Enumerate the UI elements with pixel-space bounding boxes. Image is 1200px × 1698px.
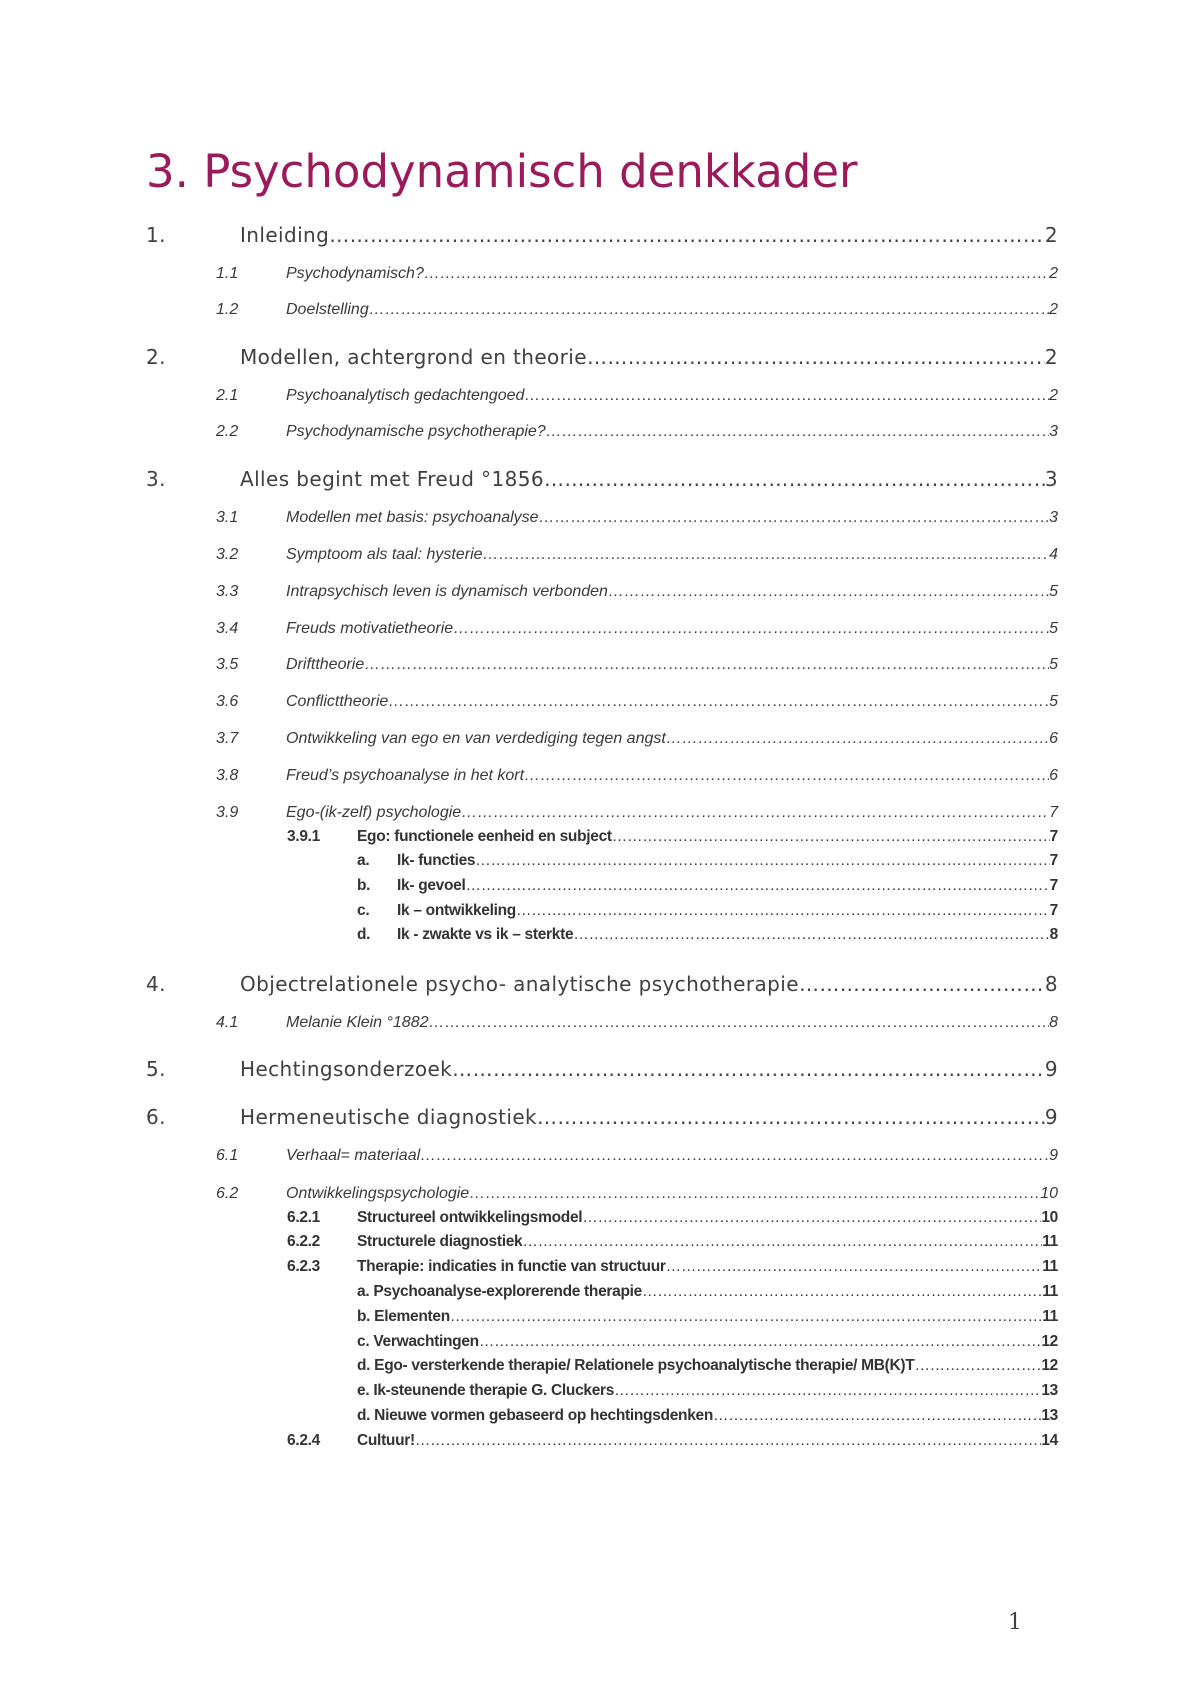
toc-text: Ontwikkelingspsychologie — [286, 1185, 470, 1202]
toc-entry-6-2[interactable] — [216, 1183, 1058, 1205]
dot-leader — [587, 344, 1045, 370]
toc-text: Symptoom als taal: hysterie — [286, 546, 483, 563]
toc-entry-3-8[interactable] — [216, 765, 1058, 787]
dot-leader — [516, 900, 1050, 922]
toc-page: 2 — [1049, 265, 1058, 282]
dot-leader — [537, 1104, 1045, 1130]
toc-text: Modellen, achtergrond en theorie — [240, 345, 587, 369]
toc-page: 7 — [1049, 902, 1058, 919]
toc-page: 13 — [1041, 1382, 1058, 1399]
dot-leader — [469, 1183, 1040, 1205]
toc-text: Conflicttheorie — [286, 693, 389, 710]
dot-leader — [450, 1306, 1042, 1328]
toc-entry-6-2-3-e[interactable] — [357, 1380, 1058, 1402]
toc-entry-3-4[interactable] — [216, 618, 1058, 640]
toc-text: Ik- gevoel — [397, 877, 466, 894]
toc-entry-6-2-3-d[interactable] — [357, 1355, 1058, 1377]
toc-page: 7 — [1049, 877, 1058, 894]
toc-number: 2. — [146, 345, 166, 369]
dot-leader — [582, 1207, 1041, 1229]
dot-leader — [539, 507, 1050, 529]
toc-entry-3-9-1-a[interactable] — [357, 850, 1058, 872]
toc-text: Verhaal= materiaal — [286, 1147, 421, 1164]
toc-text: Modellen met basis: psychoanalyse — [286, 509, 539, 526]
toc-text: Hechtingsonderzoek — [240, 1057, 453, 1081]
toc-text: Structureel ontwikkelingsmodel — [357, 1209, 583, 1226]
toc-text: Freuds motivatietheorie — [286, 620, 454, 637]
dot-leader — [475, 850, 1049, 872]
toc-page: 2 — [1044, 223, 1058, 247]
toc-page: 11 — [1042, 1283, 1058, 1300]
dot-leader — [642, 1281, 1042, 1303]
toc-text: Inleiding — [240, 223, 330, 247]
toc-page: 3 — [1044, 467, 1058, 491]
toc-number: 3.1 — [216, 509, 239, 526]
dot-leader — [524, 385, 1049, 407]
toc-number: 6.2.4 — [287, 1432, 320, 1449]
page-title: 3. Psychodynamisch denkkader — [146, 145, 858, 198]
dot-leader — [415, 1430, 1041, 1452]
toc-text: Freud’s psychoanalyse in het kort — [286, 767, 525, 784]
toc-entry-1-1[interactable] — [216, 263, 1058, 285]
toc-number: 3.7 — [216, 730, 239, 747]
toc-page: 2 — [1044, 345, 1058, 369]
toc-number: 3.2 — [216, 546, 239, 563]
dot-leader — [466, 875, 1050, 897]
toc-text: Hermeneutische diagnostiek — [240, 1105, 538, 1129]
toc-page: 12 — [1041, 1333, 1058, 1350]
toc-entry-6-2-3-d2[interactable] — [357, 1405, 1058, 1427]
toc-text: Ik – ontwikkeling — [397, 902, 516, 919]
toc-text: Ontwikkeling van ego en van verdediging tegen angst — [286, 730, 666, 747]
toc-page: 2 — [1049, 301, 1058, 318]
toc-number: 6.2.1 — [287, 1209, 320, 1226]
dot-leader — [544, 466, 1045, 492]
toc-number: c. — [357, 902, 370, 919]
toc-number: 3.6 — [216, 693, 239, 710]
toc-text: Ego-(ik-zelf) psychologie — [286, 804, 462, 821]
toc-entry-6-2-2[interactable] — [287, 1231, 1058, 1253]
toc-entry-2-2[interactable] — [216, 421, 1058, 443]
toc-page: 8 — [1044, 972, 1058, 996]
dot-leader — [453, 618, 1049, 640]
toc-entry-3-3[interactable] — [216, 581, 1058, 603]
toc-number: 3.5 — [216, 656, 239, 673]
toc-entry-3-5[interactable] — [216, 654, 1058, 676]
toc-page: 7 — [1049, 828, 1058, 845]
toc-page: 9 — [1049, 1147, 1058, 1164]
dot-leader — [424, 263, 1049, 285]
toc-text: Psychoanalytisch gedachtengoed — [286, 387, 525, 404]
toc-entry-3[interactable] — [146, 466, 1058, 492]
toc-number: 1.1 — [216, 265, 239, 282]
dot-leader — [713, 1405, 1041, 1427]
toc-number: 2.1 — [216, 387, 239, 404]
toc-number: 6.1 — [216, 1147, 239, 1164]
toc-page: 4 — [1049, 546, 1058, 563]
toc-entry-2-1[interactable] — [216, 385, 1058, 407]
toc-number: 3.9.1 — [287, 828, 320, 845]
toc-page: 5 — [1049, 620, 1058, 637]
dot-leader — [429, 1012, 1050, 1034]
dot-leader — [914, 1355, 1041, 1377]
toc-entry-3-9[interactable] — [216, 802, 1058, 824]
toc-number: d. — [357, 926, 371, 943]
toc-text: Ego: functionele eenheid en subject — [357, 828, 612, 845]
toc-number: a. — [357, 852, 370, 869]
dot-leader — [483, 544, 1050, 566]
toc-number: 5. — [146, 1057, 166, 1081]
dot-leader — [461, 802, 1049, 824]
toc-text: Psychodynamisch? — [286, 265, 424, 282]
dot-leader — [614, 1380, 1041, 1402]
dot-leader — [364, 654, 1049, 676]
toc-text: Ik - zwakte vs ik – sterkte — [397, 926, 574, 943]
toc-page: 2 — [1049, 387, 1058, 404]
toc-number: 1. — [146, 223, 166, 247]
toc-page: 8 — [1049, 1014, 1058, 1031]
toc-text: c. Verwachtingen — [357, 1333, 479, 1350]
toc-number: 3.4 — [216, 620, 239, 637]
dot-leader — [329, 222, 1045, 248]
toc-page: 8 — [1049, 926, 1058, 943]
toc-entry-6-2-1[interactable] — [287, 1207, 1058, 1229]
toc-page: 10 — [1041, 1209, 1058, 1226]
toc-text: Cultuur! — [357, 1432, 415, 1449]
toc-text: Ik- functies — [397, 852, 476, 869]
dot-leader — [524, 765, 1049, 787]
toc-entry-6-2-3-b[interactable] — [357, 1306, 1058, 1328]
toc-text: d. Ego- versterkende therapie/ Relationele psychoanalytische therapie/ MB(K)T — [357, 1357, 915, 1374]
toc-number: 3.9 — [216, 804, 239, 821]
toc-text: Structurele diagnostiek — [357, 1233, 523, 1250]
toc-text: e. Ik-steunende therapie G. Cluckers — [357, 1382, 615, 1399]
toc-number: 1.2 — [216, 301, 239, 318]
toc-page: 5 — [1049, 583, 1058, 600]
toc-text: Therapie: indicaties in functie van structuur — [357, 1258, 666, 1275]
toc-entry-1-2[interactable] — [216, 299, 1058, 321]
toc-entry-3-1[interactable] — [216, 507, 1058, 529]
toc-page: 14 — [1041, 1432, 1058, 1449]
dot-leader — [612, 826, 1050, 848]
toc-entry-2[interactable] — [146, 344, 1058, 370]
toc-entry-4-1[interactable] — [216, 1012, 1058, 1034]
toc-entry-1[interactable] — [146, 222, 1058, 248]
toc-number: 6.2.3 — [287, 1258, 320, 1275]
toc-number: 3. — [146, 467, 166, 491]
dot-leader — [799, 971, 1045, 997]
toc-entry-5[interactable] — [146, 1056, 1058, 1082]
toc-text: Drifttheorie — [286, 656, 365, 673]
toc-page: 5 — [1049, 656, 1058, 673]
toc-entry-3-7[interactable] — [216, 728, 1058, 750]
toc-page: 13 — [1041, 1407, 1058, 1424]
toc-page: 11 — [1042, 1233, 1058, 1250]
dot-leader — [666, 1256, 1043, 1278]
toc-text: Psychodynamische psychotherapie? — [286, 423, 546, 440]
toc-entry-3-9-1[interactable] — [287, 826, 1058, 848]
toc-entry-6-1[interactable] — [216, 1145, 1058, 1167]
toc-page: 9 — [1044, 1057, 1058, 1081]
toc-text: Melanie Klein °1882 — [286, 1014, 429, 1031]
toc-page: 9 — [1044, 1105, 1058, 1129]
dot-leader — [666, 728, 1049, 750]
toc-number: 4. — [146, 972, 166, 996]
dot-leader — [369, 299, 1049, 321]
toc-entry-6[interactable] — [146, 1104, 1058, 1130]
toc-number: 3.8 — [216, 767, 239, 784]
toc-entry-6-2-3-a[interactable] — [357, 1281, 1058, 1303]
toc-page: 3 — [1049, 509, 1058, 526]
toc-number: 6.2.2 — [287, 1233, 320, 1250]
toc-entry-6-2-4[interactable] — [287, 1430, 1058, 1452]
dot-leader — [573, 924, 1049, 946]
dot-leader — [388, 691, 1049, 713]
toc-number: 3.3 — [216, 583, 239, 600]
dot-leader — [522, 1231, 1042, 1253]
dot-leader — [452, 1056, 1045, 1082]
toc-number: b. — [357, 877, 371, 894]
toc-page: 6 — [1049, 767, 1058, 784]
toc-text: a. Psychoanalyse-explorerende therapie — [357, 1283, 642, 1300]
toc-page: 5 — [1049, 693, 1058, 710]
toc-text: Doelstelling — [286, 301, 369, 318]
toc-entry-4[interactable] — [146, 971, 1058, 997]
toc-entry-3-2[interactable] — [216, 544, 1058, 566]
toc-page: 11 — [1042, 1308, 1058, 1325]
toc-text: d. Nieuwe vormen gebaseerd op hechtingsdenken — [357, 1407, 714, 1424]
toc-entry-3-9-1-d[interactable] — [357, 924, 1058, 946]
toc-page: 3 — [1049, 423, 1058, 440]
dot-leader — [608, 581, 1049, 603]
dot-leader — [479, 1331, 1042, 1353]
toc-page: 6 — [1049, 730, 1058, 747]
toc-text: Objectrelationele psycho- analytische psychotherapie — [240, 972, 799, 996]
toc-page: 11 — [1042, 1258, 1058, 1275]
toc-text: Intrapsychisch leven is dynamisch verbonden — [286, 583, 608, 600]
toc-entry-6-2-3[interactable] — [287, 1256, 1058, 1278]
dot-leader — [420, 1145, 1049, 1167]
toc-text: Alles begint met Freud °1856 — [240, 467, 544, 491]
dot-leader — [546, 421, 1049, 443]
page-number: 1 — [1008, 1610, 1022, 1635]
toc-number: 2.2 — [216, 423, 239, 440]
toc-page: 10 — [1040, 1185, 1058, 1202]
toc-page: 7 — [1049, 852, 1058, 869]
toc-page: 12 — [1041, 1357, 1058, 1374]
toc-text: b. Elementen — [357, 1308, 450, 1325]
toc-entry-3-9-1-b[interactable] — [357, 875, 1058, 897]
toc-entry-6-2-3-c[interactable] — [357, 1331, 1058, 1353]
toc-entry-3-6[interactable] — [216, 691, 1058, 713]
toc-entry-3-9-1-c[interactable] — [357, 900, 1058, 922]
toc-number: 6. — [146, 1105, 166, 1129]
toc-page: 7 — [1049, 804, 1058, 821]
toc-number: 4.1 — [216, 1014, 239, 1031]
toc-number: 6.2 — [216, 1185, 239, 1202]
